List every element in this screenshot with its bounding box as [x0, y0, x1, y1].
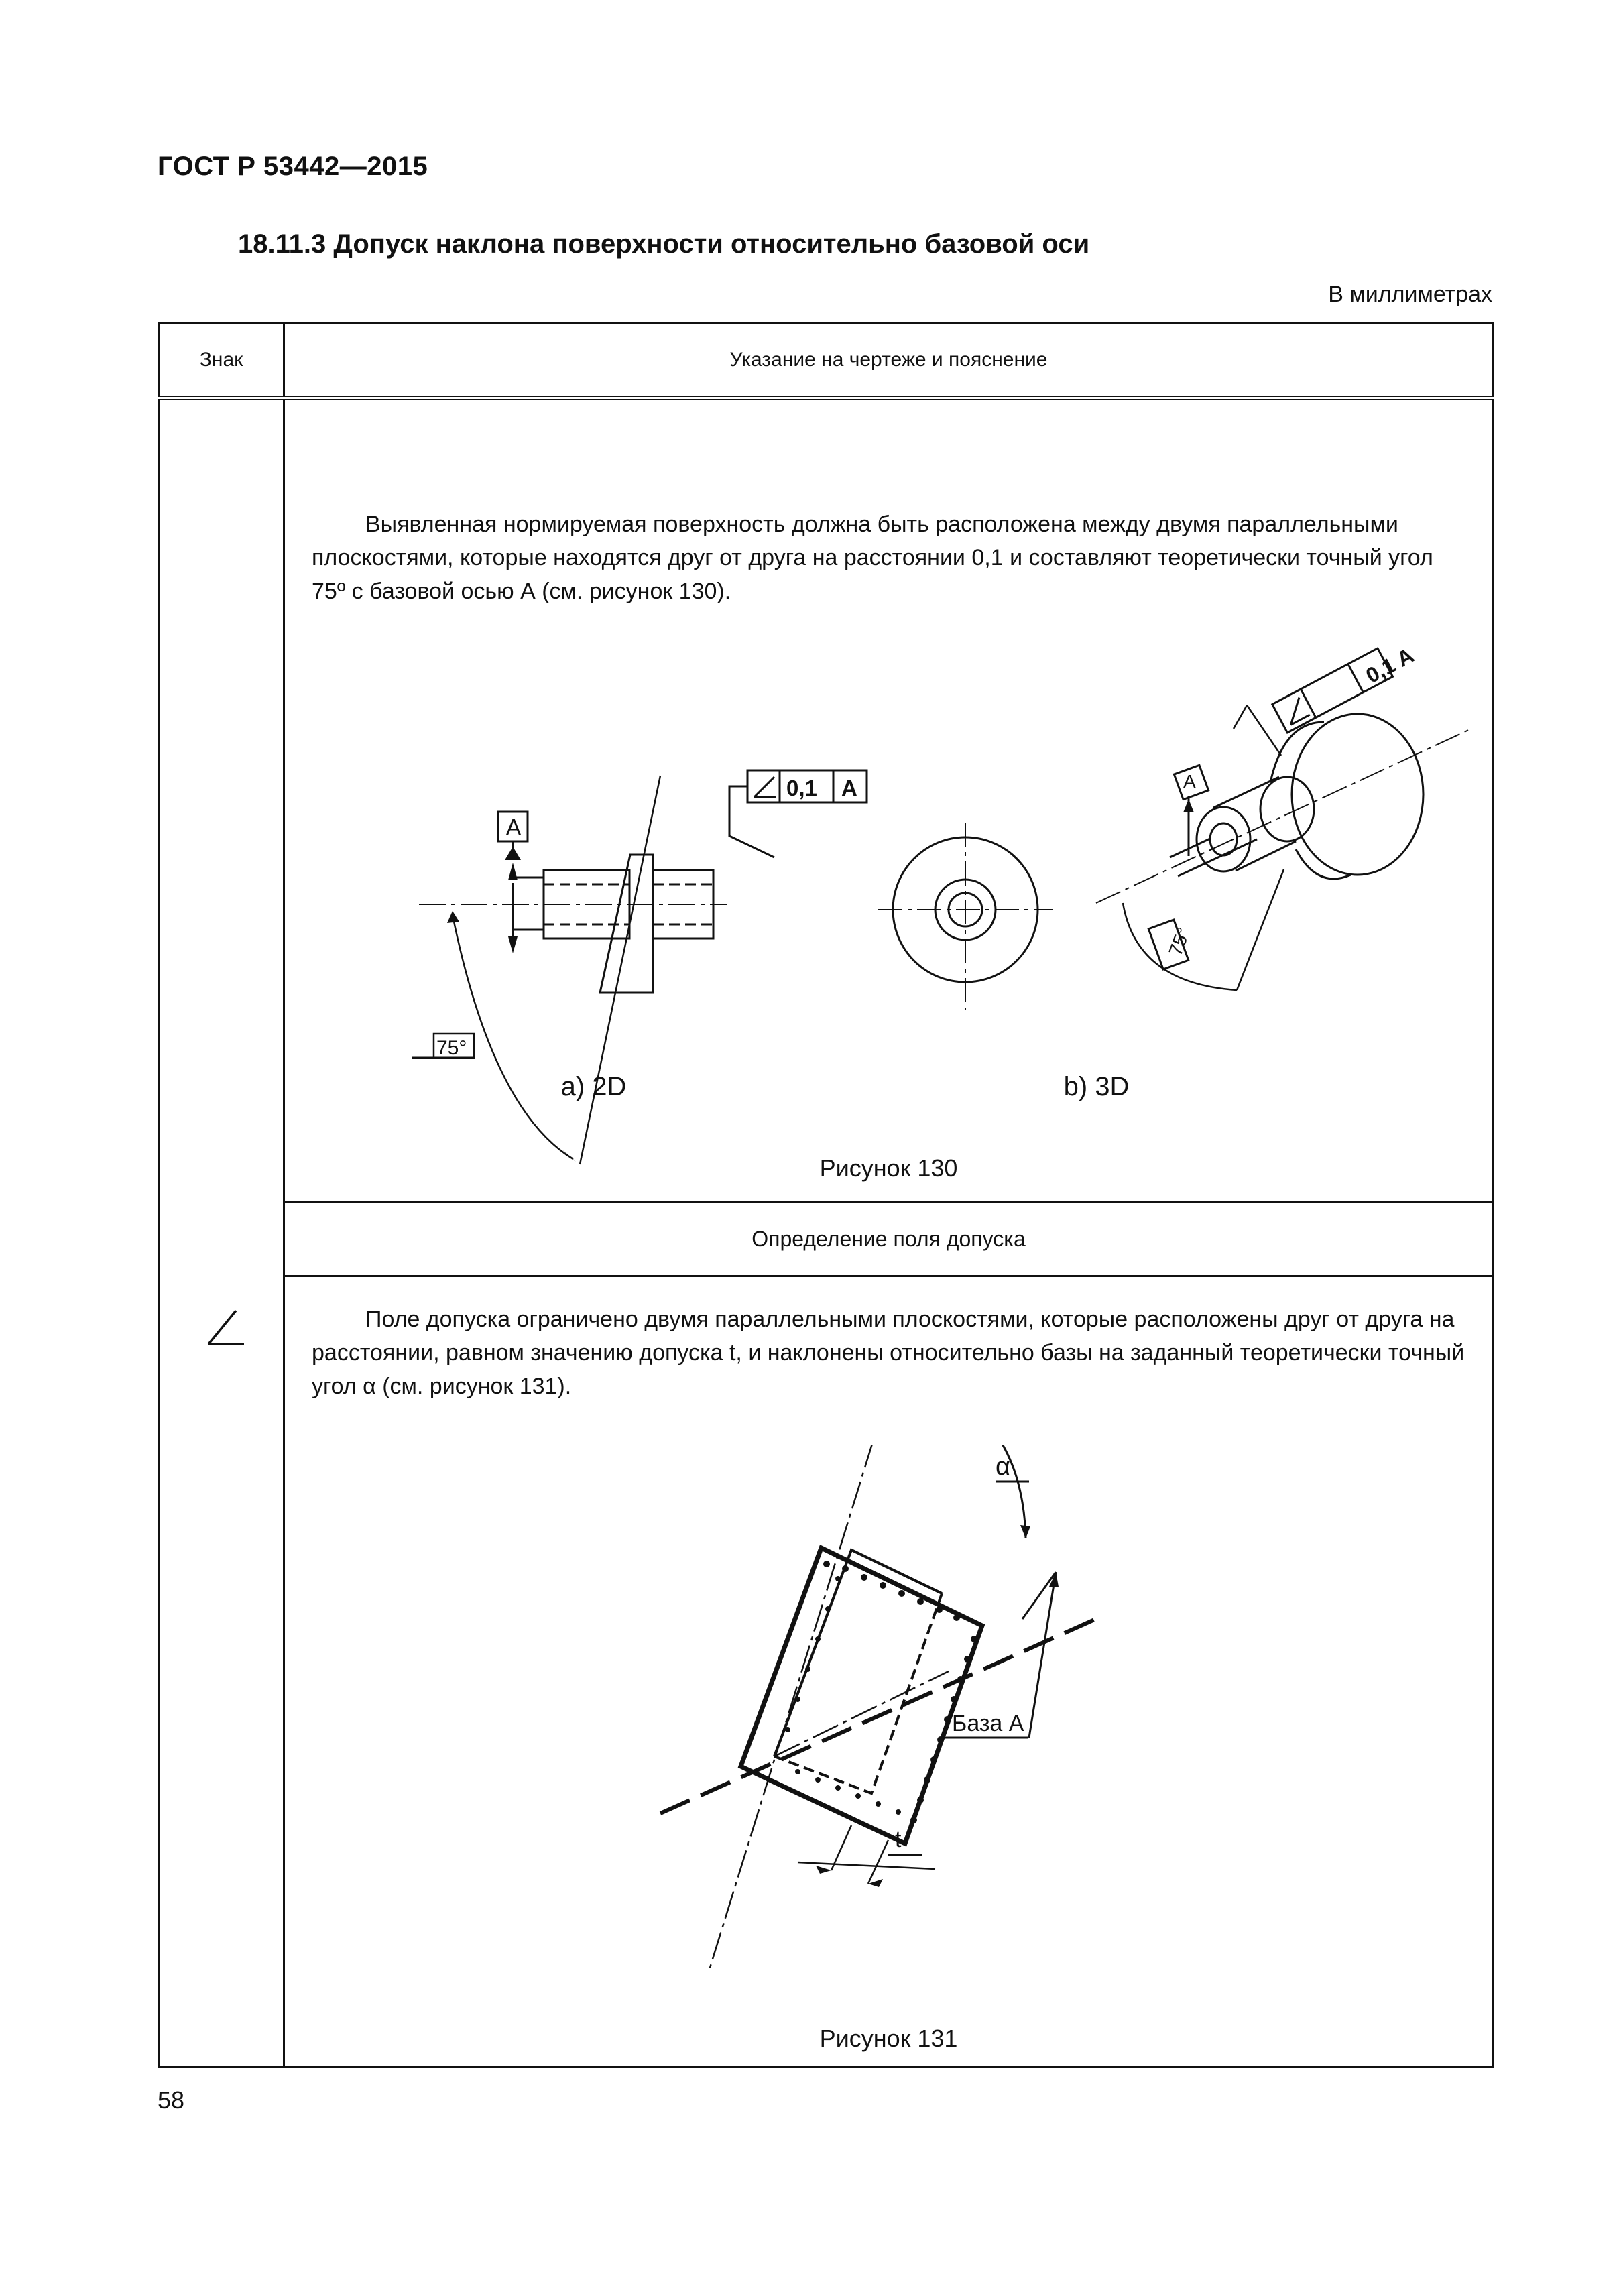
tolerance-table	[158, 322, 1494, 2068]
section-title: 18.11.3 Допуск наклона поверхности относительно базовой оси	[238, 229, 1090, 259]
figure-131-drawing	[647, 1445, 1451, 1968]
svg-text:75°: 75°	[1164, 924, 1195, 959]
document-header: ГОСТ Р 53442—2015	[158, 152, 428, 181]
figure-131-cell	[284, 1276, 1494, 2067]
units-note: В миллиметрах	[1328, 282, 1492, 307]
frame-datum-label: A	[841, 776, 857, 800]
tolerance-t-label: t	[895, 1827, 902, 1852]
subfigure-b-label: b) 3D	[1063, 1072, 1130, 1101]
definition-title: Определение поля допуска	[284, 1203, 1494, 1276]
svg-text:0,1 A: 0,1 A	[1362, 643, 1418, 688]
frame-tolerance-label: 0,1	[786, 776, 817, 800]
datum-line	[660, 1619, 1096, 1813]
figure-130-3d-drawing	[1083, 608, 1485, 1024]
page-number: 58	[158, 2086, 185, 2114]
definition-text: Поле допуска ограничено двумя параллельными плоскостями, которые расположены друг от друга на расстоянии, равном значению допуска t, и наклонены относительно базы на заданный теоретически точный угол α (см. рисунок 131).	[312, 1307, 1465, 1399]
datum-a-label: База А	[952, 1711, 1024, 1736]
angle-label-75: 75°	[436, 1037, 467, 1059]
figure-130-end-view	[878, 823, 1053, 1017]
requirement-text: Выявленная нормируемая поверхность должна быть расположена между двумя параллельными плоскостями, которые находятся друг от друга на расстоянии 0,1 и составляют теоретически точный угол 75º с базовой осью А (см. рисунок 130).	[312, 511, 1433, 604]
angularity-symbol-icon	[205, 1307, 245, 1347]
sign-cell	[159, 398, 284, 2067]
subfigure-a-label: a) 2D	[560, 1072, 627, 1101]
figure-131-caption: Рисунок 131	[819, 2025, 958, 2052]
figure-130-caption: Рисунок 130	[819, 1154, 958, 1182]
svg-text:A: A	[1183, 771, 1196, 792]
column-header-sign: Знак	[159, 323, 284, 398]
datum-label: A	[506, 814, 522, 839]
column-header-indication: Указание на чертеже и пояснение	[284, 323, 1494, 398]
alpha-label: α	[996, 1453, 1010, 1481]
angularity-symbol-icon	[754, 777, 776, 797]
figure-130-cell	[284, 398, 1494, 1203]
